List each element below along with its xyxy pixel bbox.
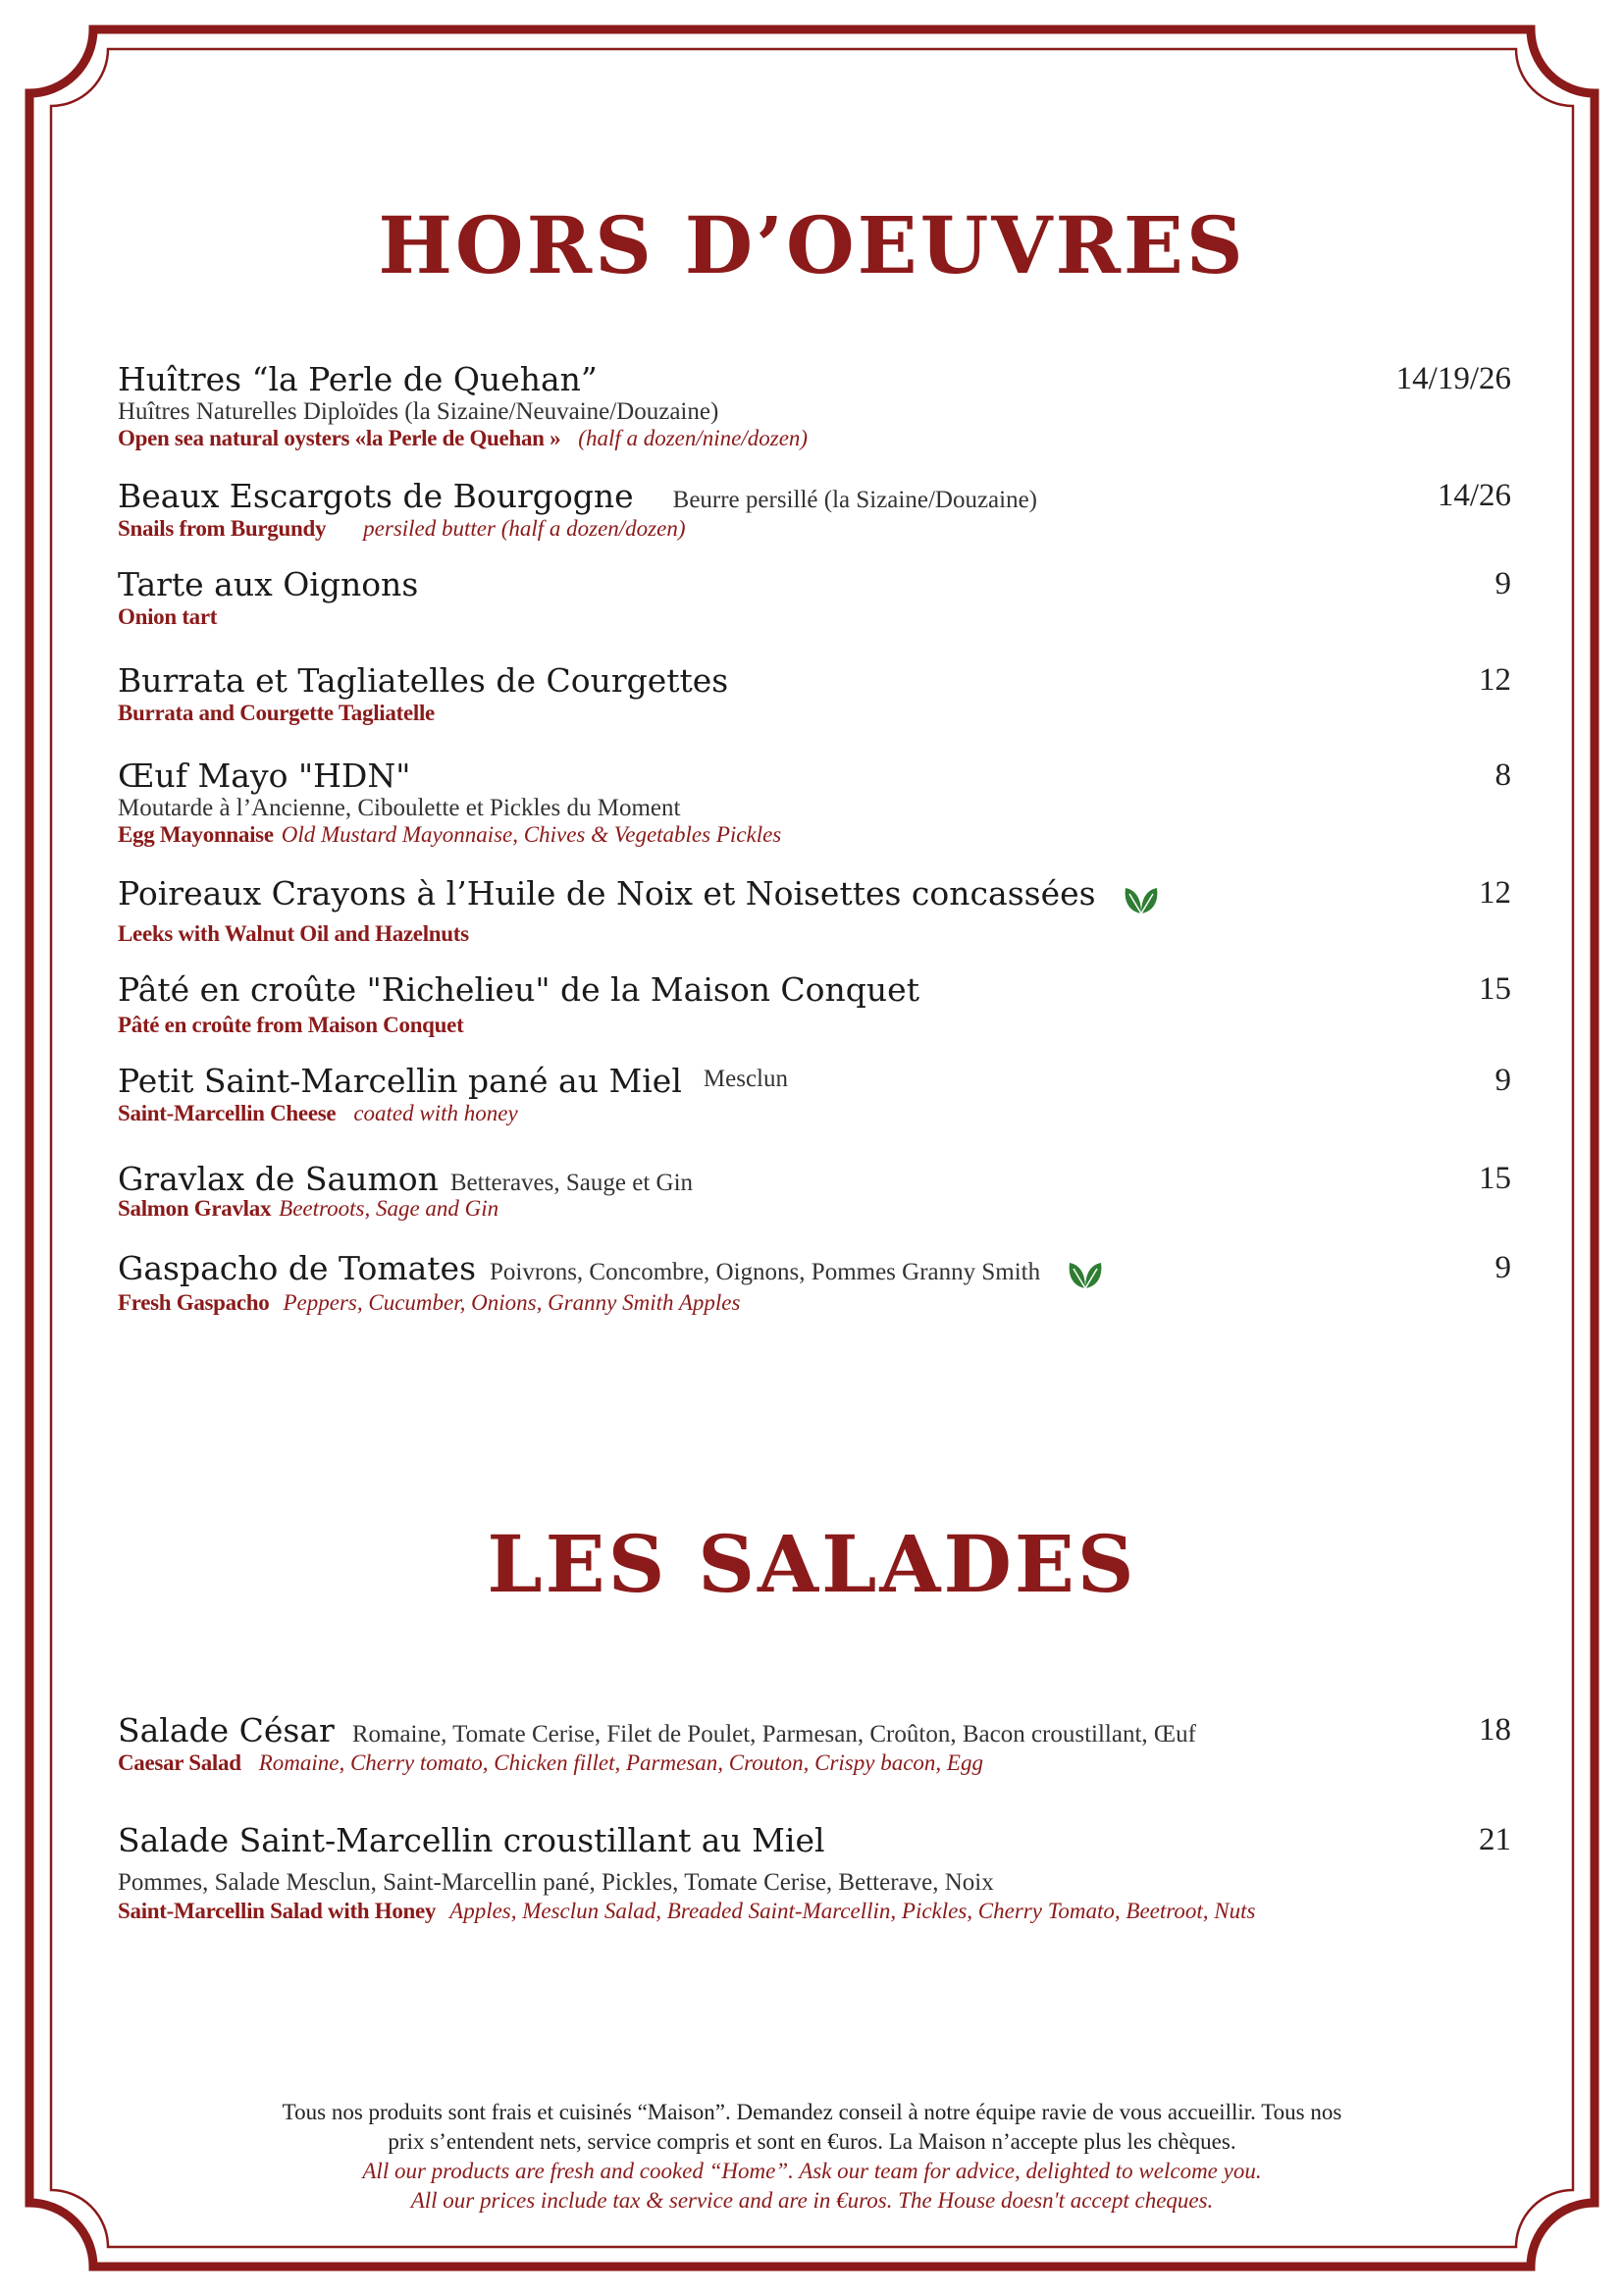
vegetarian-leaf-icon: [1066, 1257, 1105, 1295]
item-name-en: Egg Mayonnaise: [118, 822, 274, 848]
item-description-fr: Poivrons, Concombre, Oignons, Pommes Granny Smith: [490, 1259, 1041, 1285]
item-name: Gaspacho de Tomates: [118, 1249, 477, 1287]
item-name: Œuf Mayo "HDN": [118, 757, 411, 795]
item-description-en: coated with honey: [353, 1100, 518, 1125]
footer-en-line-1: All our products are fresh and cooked “Home”. Ask our team for advice, delighted to welcome you.: [362, 2158, 1262, 2183]
item-name-en: Snails from Burgundy: [118, 515, 327, 541]
item-description-en: Beetroots, Sage and Gin: [279, 1195, 499, 1221]
menu-item-poireaux: [118, 875, 1511, 948]
item-name-en: Fresh Gaspacho: [118, 1290, 270, 1316]
menu-item-escargots: [118, 478, 1511, 543]
item-description-fr: Huîtres Naturelles Diploïdes (la Sizaine/Neuvaine/Douzaine): [118, 397, 719, 425]
item-name-en: Onion tart: [118, 603, 218, 629]
menu-footer-notice: [177, 2098, 1447, 2216]
item-name: Beaux Escargots de Bourgogne: [118, 477, 634, 515]
item-name-en: Pâté en croûte from Maison Conquet: [118, 1012, 464, 1037]
menu-item-burrata: [118, 662, 1511, 727]
item-name-en: Burrata and Courgette Tagliatelle: [118, 700, 435, 725]
menu-item-salade-cesar: [118, 1712, 1511, 1777]
menu-item-oeuf-mayo: [118, 757, 1511, 849]
item-name-en: Saint-Marcellin Salad with Honey: [118, 1899, 437, 1924]
item-price: 12: [1479, 875, 1511, 911]
vegetarian-leaf-icon: [1122, 882, 1161, 920]
item-name: Poireaux Crayons à l’Huile de Noix et Noisettes concassées: [118, 874, 1096, 913]
item-description-fr: Betteraves, Sauge et Gin: [449, 1170, 694, 1196]
item-name: Burrata et Tagliatelles de Courgettes: [118, 661, 729, 700]
item-description-fr: Beurre persillé (la Sizaine/Douzaine): [672, 487, 1038, 513]
item-name: Pâté en croûte "Richelieu" de la Maison Conquet: [118, 970, 919, 1009]
item-description-fr: Pommes, Salade Mesclun, Saint-Marcellin pané, Pickles, Tomate Cerise, Betterave, Noix: [118, 1868, 994, 1896]
item-name-en: Salmon Gravlax: [118, 1195, 272, 1221]
item-price: 14/19/26: [1395, 361, 1511, 396]
menu-item-tarte: [118, 566, 1511, 631]
menu-item-saint-marcellin: [118, 1063, 1511, 1127]
item-description-en: Apples, Mesclun Salad, Breaded Saint-Marcellin, Pickles, Cherry Tomato, Beetroot, Nuts: [449, 1899, 1256, 1924]
menu-item-gravlax: [118, 1161, 1511, 1223]
item-price: 9: [1494, 1250, 1511, 1285]
section-title-hors-doeuvres: HORS D’OEUVRES: [378, 199, 1246, 291]
menu-item-gaspacho: [118, 1250, 1511, 1317]
menu-item-huitres: [118, 361, 1511, 452]
item-price: 9: [1494, 566, 1511, 601]
item-price: 12: [1479, 662, 1511, 698]
item-name: Salade César: [118, 1711, 335, 1749]
item-description-en: Romaine, Cherry tomato, Chicken fillet, Parmesan, Crouton, Crispy bacon, Egg: [258, 1749, 983, 1775]
item-name-en: Caesar Salad: [118, 1749, 241, 1775]
menu-item-pate-en-croute: [118, 971, 1511, 1039]
item-name: Huîtres “la Perle de Quehan”: [118, 360, 598, 398]
item-price: 8: [1494, 757, 1511, 793]
footer-en-line-2: All our prices include tax & service and are in €uros. The House doesn't accept cheques.: [410, 2187, 1214, 2213]
item-description-fr: Moutarde à l’Ancienne, Ciboulette et Pickles du Moment: [118, 794, 681, 821]
footer-fr-line-2: prix s’entendent nets, service compris et sont en €uros. La Maison n’accepte plus les chèques.: [388, 2128, 1236, 2154]
item-description-en: Old Mustard Mayonnaise, Chives & Vegetables Pickles: [281, 822, 782, 848]
item-name-en: Open sea natural oysters «la Perle de Quehan »: [118, 426, 561, 451]
item-description-en: (half a dozen/nine/dozen): [578, 426, 809, 451]
item-description-en: Peppers, Cucumber, Onions, Granny Smith Apples: [283, 1290, 741, 1316]
item-description-fr: Mesclun: [703, 1066, 788, 1092]
item-name-en: Saint-Marcellin Cheese: [118, 1100, 337, 1125]
item-name: Tarte aux Oignons: [118, 565, 419, 603]
item-price: 15: [1479, 1161, 1511, 1196]
item-description-fr: Romaine, Tomate Cerise, Filet de Poulet, Parmesan, Croûton, Bacon croustillant, Œuf: [351, 1721, 1196, 1748]
item-price: 15: [1479, 971, 1511, 1007]
menu-item-salade-saint-marcellin: [118, 1822, 1511, 1925]
item-price: 21: [1479, 1822, 1511, 1857]
item-name: Salade Saint-Marcellin croustillant au Miel: [118, 1821, 825, 1859]
item-price: 14/26: [1437, 478, 1511, 513]
item-description-en: persiled butter (half a dozen/dozen): [363, 515, 686, 541]
item-price: 9: [1494, 1063, 1511, 1098]
footer-fr-line-1: Tous nos produits sont frais et cuisinés “Maison”. Demandez conseil à notre équipe ravie de vous accueillir. Tous nos: [282, 2100, 1342, 2124]
item-name: Petit Saint-Marcellin pané au Miel: [118, 1062, 682, 1100]
section-title-salades: LES SALADES: [487, 1518, 1137, 1610]
item-name-en: Leeks with Walnut Oil and Hazelnuts: [118, 921, 469, 947]
item-name: Gravlax de Saumon: [118, 1160, 439, 1198]
item-price: 18: [1479, 1712, 1511, 1748]
